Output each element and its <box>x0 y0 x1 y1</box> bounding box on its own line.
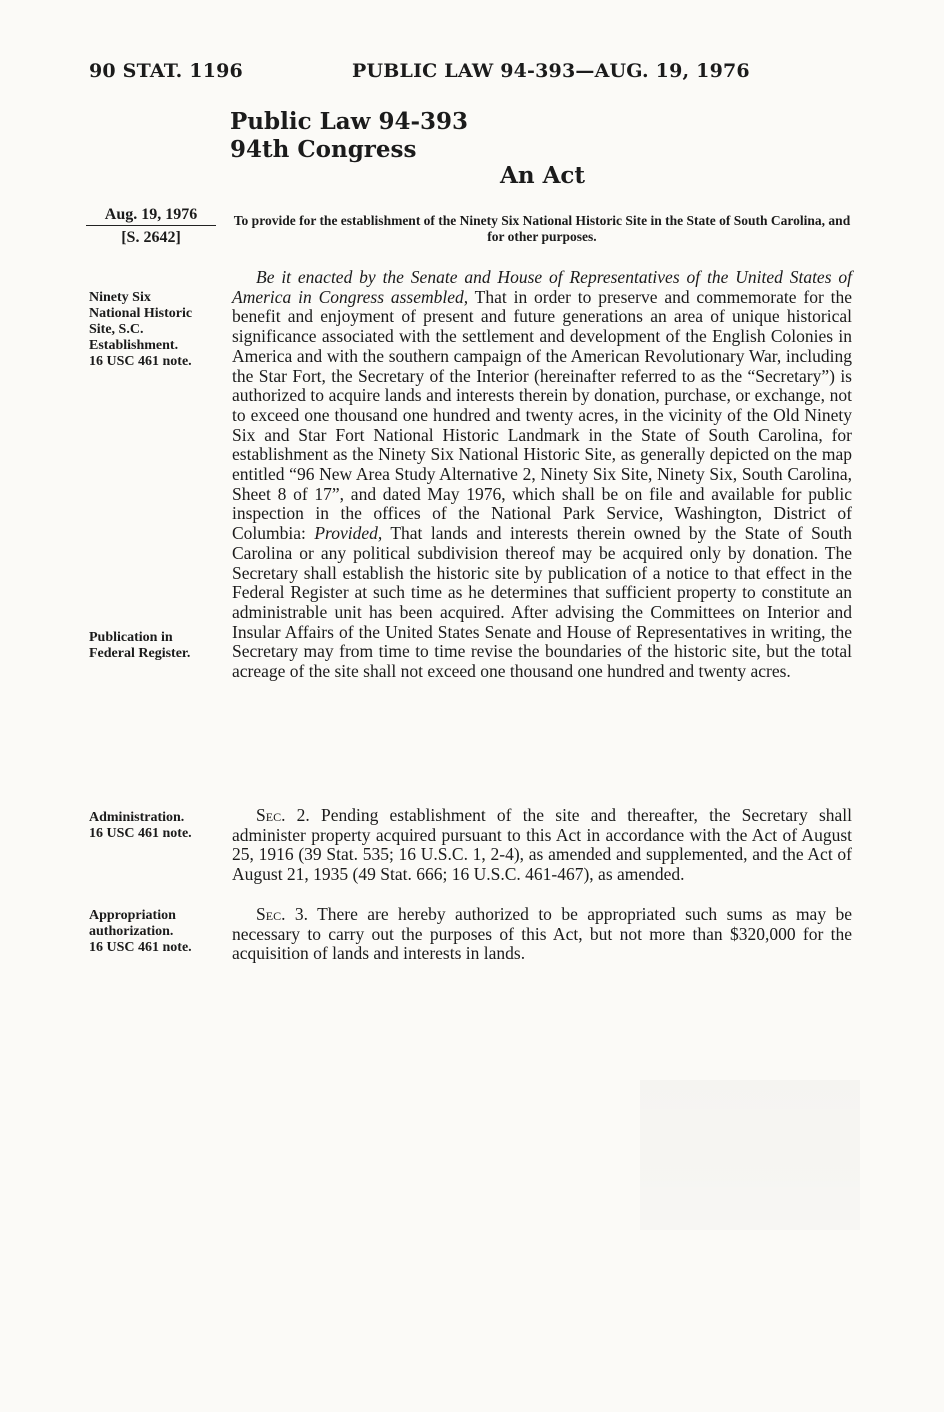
purpose-statement: To provide for the establishment of the Ninety Six National Historic Site in the State of South Carolina, and for other purposes. <box>233 213 851 244</box>
section-2-text: Pending establishment of the site and thereafter, the Secretary shall administer property acquired pursuant to this Act in accordance with the Act of August 25, 1916 (39 Stat. 535; 16 U.S.C. 1, 2-4), as amended and supplemented, and the Act of August 21, 1935 (49 Stat. 666; 16 U.S.C. 461-467), as amended. <box>232 805 852 885</box>
page-citation: 90 STAT. 1196 <box>89 60 243 82</box>
section-3-text: There are hereby authorized to be appropriated such sums as may be necessary to carry out the purposes of this Act, but not more than $320,000 for the acquisition of lands and interests in lands. <box>232 904 852 964</box>
bill-number: [S. 2642] <box>121 229 181 246</box>
margin-note-line: Appropriation <box>89 908 176 923</box>
provided-clause: Provided, <box>314 523 383 544</box>
section-3-label: Sec. 3. <box>256 904 308 924</box>
enacting-clause: Be it enacted by the Senate and House of Representatives of the United States of America in Congress assembled, <box>232 267 852 307</box>
margin-note-line: National Historic <box>89 306 193 321</box>
law-title-block <box>230 108 468 164</box>
section-1-text-b: That lands and interests therein owned by the State of South Carolina or any political subdivision thereof may be acquired only by donation. The Secretary shall establish the historic site by publication of a notice to that effect in the Federal Register at such time as he determines that sufficient property to constitute an administrable unit has been acquired. After advising the Committees on Interior and Insular Affairs of the United States Senate and House of Representatives in writing, the Secretary may from time to time revise the boundaries of the historic site, but the total acreage of the site shall not exceed one thousand one hundred and twenty acres. <box>232 523 852 682</box>
public-law-number: Public Law 94-393 <box>230 108 469 135</box>
margin-note-line: Establishment. <box>89 338 179 353</box>
act-heading: An Act <box>500 162 586 189</box>
margin-note-line: Federal Register. <box>89 646 191 661</box>
section-1-paragraph <box>232 268 852 682</box>
date-block <box>86 206 216 247</box>
section-3-paragraph <box>232 905 852 964</box>
margin-note-line: 16 USC 461 note. <box>89 354 192 369</box>
enactment-date: Aug. 19, 1976 <box>86 206 216 226</box>
margin-note-line: 16 USC 461 note. <box>89 940 192 955</box>
section-2-paragraph <box>232 806 852 885</box>
margin-note-line: Publication in <box>89 630 173 645</box>
section-3 <box>232 905 852 964</box>
margin-note-line: Site, S.C. <box>89 322 144 337</box>
section-2-label: Sec. 2. <box>256 805 310 825</box>
section-2 <box>232 806 852 885</box>
margin-note-publication <box>89 630 190 662</box>
margin-note-line: Administration. <box>89 810 185 825</box>
margin-note-administration <box>89 810 192 842</box>
section-1-text-a: That in order to preserve and commemorate for the benefit and enjoyment of present and future generations an area of unique historical significance associated with the settlement and development of the English Colonies in America and with the southern campaign of the American Revolutionary War, including the Star Fort, the Secretary of the Interior (hereinafter referred to as the “Secretary”) is authorized to acquire lands and interests therein by donation, purchase, or exchange, not to exceed one thousand one hundred and twenty acres, in the vicinity of the Old Ninety Six and Star Fort National Historic Landmark in the State of South Carolina, for establishment as the Ninety Six National Historic Site, as generally depicted on the map entitled “96 New Area Study Alternative 2, Ninety Six Site, Ninety Six, South Carolina, Sheet 8 of 17”, and dated May 1976, which shall be on file and available for public inspection in the offices of the National Park Service, Washington, District of Columbia: <box>232 286 852 544</box>
margin-note-line: Ninety Six <box>89 290 151 305</box>
bleed-through-shadow <box>640 1080 860 1230</box>
running-header: PUBLIC LAW 94-393—AUG. 19, 1976 <box>352 60 750 82</box>
margin-note-establishment <box>89 290 192 370</box>
congress-number: 94th Congress <box>230 136 417 163</box>
margin-note-appropriation <box>89 908 192 956</box>
margin-note-line: 16 USC 461 note. <box>89 826 192 841</box>
section-1 <box>232 268 852 682</box>
margin-note-line: authorization. <box>89 924 174 939</box>
